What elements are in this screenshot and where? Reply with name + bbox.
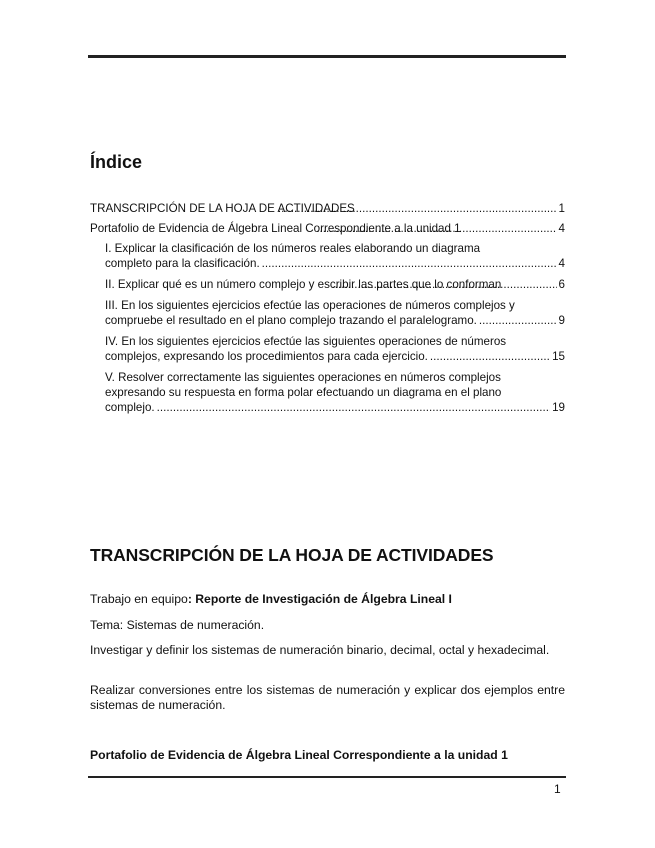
toc-page-number: 4 <box>558 257 565 270</box>
toc-page-number: 9 <box>558 314 565 327</box>
toc-leader <box>278 201 557 216</box>
portfolio-heading: Portafolio de Evidencia de Álgebra Lineal Correspondiente a la unidad 1 <box>90 748 508 762</box>
toc-title: Índice <box>90 152 143 172</box>
toc-page-number: 4 <box>558 222 565 235</box>
footer-rule <box>88 776 566 778</box>
toc-leader <box>332 277 557 292</box>
toc-leader <box>262 256 557 271</box>
table-of-contents <box>90 201 565 421</box>
toc-leader <box>479 313 557 328</box>
toc-entry-text: Portafolio de Evidencia de Álgebra Lineal Correspondiente a la unidad 1 <box>90 222 461 235</box>
toc-entry-text: V. Resolver correctamente las siguientes operaciones en números complejos <box>105 371 501 384</box>
toc-entry-text: I. Explicar la clasificación de los números reales elaborando un diagrama <box>105 242 481 255</box>
toc-entry-text: IV. En los siguientes ejercicios efectúe las siguientes operaciones de números <box>105 335 507 348</box>
toc-entry-portafolio[interactable] <box>90 221 565 236</box>
toc-entry-text: complejo. <box>105 401 155 414</box>
toc-page-number: 15 <box>552 350 565 363</box>
toc-page-number: 1 <box>558 202 565 215</box>
toc-entry-text: III. En los siguientes ejercicios efectúe las operaciones de números complejos y <box>105 299 515 312</box>
toc-subentry-ii[interactable] <box>105 277 565 292</box>
toc-subentry-iii[interactable] <box>105 298 565 328</box>
toc-entry-text: II. Explicar qué es un número complejo y escribir las partes que lo conforman <box>105 278 502 291</box>
toc-page-number: 19 <box>552 401 565 414</box>
toc-entry-text: complejos, expresando los procedimientos para cada ejercicio. <box>105 350 428 363</box>
page-number: 1 <box>554 782 561 796</box>
toc-entry-text: completo para la clasificación. <box>105 257 260 270</box>
toc-entry-text: TRANSCRIPCIÓN DE LA HOJA DE ACTIVIDADES <box>90 202 355 215</box>
section-title: TRANSCRIPCIÓN DE LA HOJA DE ACTIVIDADES <box>90 545 494 565</box>
work-title: : Reporte de Investigación de Álgebra Lineal I <box>187 592 452 606</box>
toc-entry-text: compruebe el resultado en el plano complejo trazando el paralelogramo. <box>105 314 477 327</box>
toc-leader <box>157 400 550 415</box>
toc-subentry-iv[interactable] <box>105 334 565 364</box>
work-label: Trabajo en equipo <box>90 592 188 606</box>
paragraph-realizar: Realizar conversiones entre los sistemas de numeración y explicar dos ejemplos entre sistemas de numeración. <box>90 683 565 712</box>
paragraph-investigar: Investigar y definir los sistemas de numeración binario, decimal, octal y hexadecimal. <box>90 643 550 657</box>
work-line <box>90 592 565 607</box>
toc-leader <box>316 221 556 236</box>
header-rule <box>88 55 566 58</box>
toc-subentry-v[interactable] <box>105 370 565 415</box>
toc-page-number: 6 <box>558 278 565 291</box>
toc-subentry-i[interactable] <box>105 241 565 271</box>
toc-leader <box>430 349 550 364</box>
tema-line: Tema: Sistemas de numeración. <box>90 618 265 632</box>
toc-entry-transcripcion[interactable] <box>90 201 565 216</box>
toc-entry-text: expresando su respuesta en forma polar efectuando un diagrama en el plano <box>105 386 502 399</box>
